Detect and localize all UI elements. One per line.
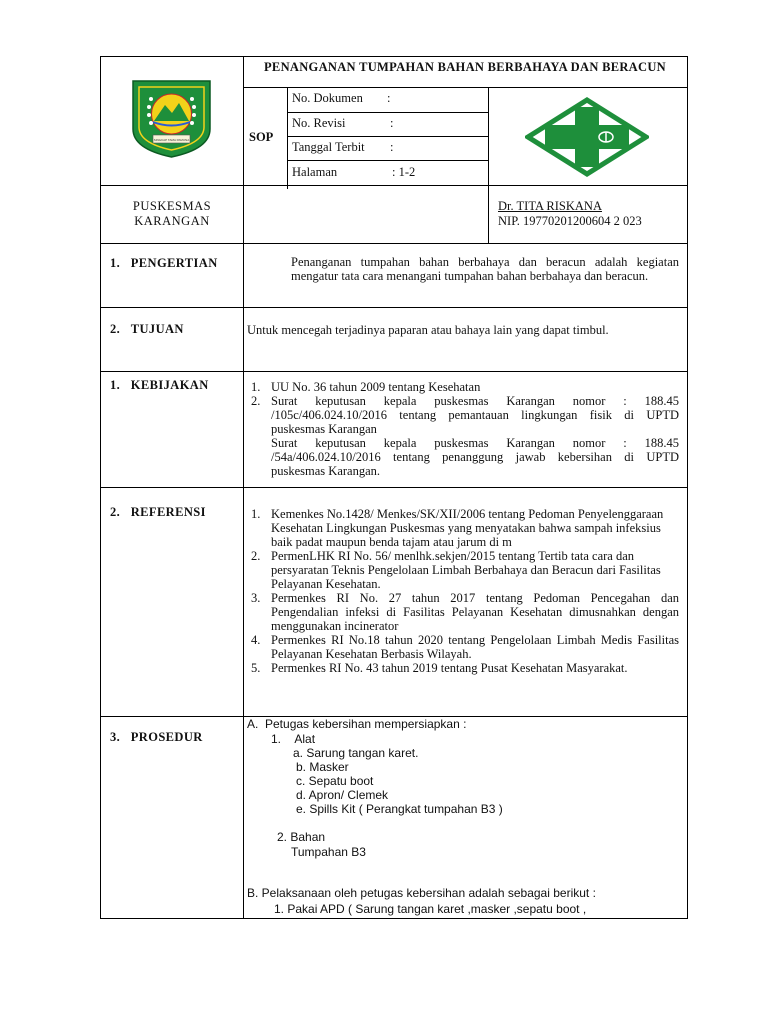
section-label-tujuan: 2. TUJUAN [110, 322, 184, 336]
list-item [247, 394, 679, 436]
header-divider [287, 112, 488, 113]
list-item-text: Permenkes RI No. 43 tahun 2019 tentang Pusat Kesehatan Masyarakat. [271, 661, 628, 675]
section-label-pengertian: 1. PENGERTIAN [110, 256, 218, 270]
list-item-text: PermenLHK RI No. 56/ menlhk.sekjen/2015 tentang Tertib tata cara dan persyaratan Teknis Pengelolaan Limbah Berbahaya dan Beracun dari Fasilitas Pelayanan Kesehatan. [271, 549, 661, 591]
signatory-nip: NIP. 19770201200604 2 023 [498, 214, 642, 228]
header-divider [243, 57, 244, 243]
section-divider [101, 307, 687, 308]
header-divider [488, 87, 489, 243]
signatory-name: Dr. TITA RISKANA [498, 199, 602, 213]
seal-motto: SINGKAP TAMA PAMUNA [153, 138, 190, 142]
field-halaman-label: Halaman [292, 165, 338, 179]
alat-item-c: c. Sepatu boot [296, 774, 374, 788]
header-divider [287, 87, 288, 189]
alat-item-d: d. Apron/ Clemek [296, 788, 389, 802]
list-item-number: 2. [251, 549, 261, 563]
sop-label: SOP [249, 130, 274, 144]
list-item-number: 5. [251, 661, 261, 675]
section-label-kebijakan: 1. KEBIJAKAN [110, 378, 209, 392]
field-tanggal-terbit-value: : [390, 140, 394, 154]
institution-location: KARANGAN [134, 214, 210, 228]
list-item-number: 1. [251, 507, 261, 521]
puskesmas-logo [525, 97, 649, 177]
regency-seal-logo [129, 77, 214, 159]
alat-item-b: b. Masker [296, 760, 349, 774]
list-item [247, 661, 679, 675]
field-no-dokumen-label: No. Dokumen [292, 91, 363, 105]
prosedur-alat-title: 1. Alat [271, 732, 316, 746]
table-bottom-border [101, 918, 687, 919]
institution-name: PUSKESMAS [132, 199, 212, 213]
list-item [247, 549, 679, 591]
section-text-tujuan: Untuk mencegah terjadinya paparan atau bahaya lain yang dapat timbul. [247, 323, 609, 337]
field-no-dokumen-value: : [387, 91, 391, 105]
field-no-revisi-label: No. Revisi [292, 116, 346, 130]
bahan-item: Tumpahan B3 [291, 845, 366, 859]
section-divider [101, 487, 687, 488]
list-item-text: Permenkes RI No. 27 tahun 2017 tentang Pedoman Pencegahan dan Pengendalian infeksi di Fasilitas Pelayanan Kesehatan dimusnahkan dengan menggunakan incinerator [271, 591, 679, 633]
prosedur-b-title: B. Pelaksanaan oleh petugas kebersihan adalah sebagai berikut : [247, 886, 596, 900]
sop-document [100, 56, 688, 919]
list-item [247, 633, 679, 661]
header-divider [101, 185, 687, 186]
prosedur-a-title: A. Petugas kebersihan mempersiapkan : [247, 717, 467, 731]
kebijakan-list [247, 380, 679, 478]
header-divider [101, 243, 687, 244]
alat-item-e: e. Spills Kit ( Perangkat tumpahan B3 ) [296, 802, 503, 816]
list-item [247, 380, 679, 394]
section-text-pengertian: Penanganan tumpahan bahan berbahaya dan beracun adalah kegiatan mengatur tata cara menangani tumpahan bahan berbahaya dan beracun. [291, 255, 679, 283]
prosedur-b-item-1: 1. Pakai APD ( Sarung tangan karet ,masker ,sepatu boot , [274, 902, 587, 916]
section-label-referensi: 2. REFERENSI [110, 505, 206, 519]
referensi-list [247, 507, 679, 675]
list-item-text: Kemenkes No.1428/ Menkes/SK/XII/2006 tentang Pedoman Penyelenggaraan Kesehatan Lingkungan Puskesmas yang menyatakan bahwa sampah infeksius baik padat maupun benda tajam atau jarum di m [271, 507, 664, 549]
field-no-revisi-value: : [390, 116, 394, 130]
list-item-number: 4. [251, 633, 261, 647]
list-item-number: 2. [251, 394, 261, 408]
section-label-prosedur: 3. PROSEDUR [110, 730, 203, 744]
list-item [247, 507, 679, 549]
list-item-number: 1. [251, 380, 261, 394]
prosedur-bahan-title: 2. Bahan [277, 830, 326, 844]
header-divider [243, 87, 687, 88]
list-item-text: Surat keputusan kepala puskesmas Karangan nomor : 188.45 /105c/406.024.10/2016 tentang pemantauan lingkungan fisik di UPTD puskesmas Karangan [271, 394, 679, 436]
alat-item-a: a. Sarung tangan karet. [293, 746, 419, 760]
list-item [247, 591, 679, 633]
field-halaman-value: : 1-2 [392, 165, 416, 179]
section-divider [243, 243, 244, 919]
document-title: PENANGANAN TUMPAHAN BAHAN BERBAHAYA DAN BERACUN [264, 60, 666, 74]
list-item-text: Permenkes RI No.18 tahun 2020 tentang Pengelolaan Limbah Medis Fasilitas Pelayanan Kesehatan Berbasis Wilayah. [271, 633, 679, 661]
list-item-text: UU No. 36 tahun 2009 tentang Kesehatan [271, 380, 481, 394]
header-divider [287, 136, 488, 137]
section-divider [101, 371, 687, 372]
list-item [247, 436, 679, 478]
header-divider [287, 160, 488, 161]
list-item-number: 3. [251, 591, 261, 605]
list-item-text: Surat keputusan kepala puskesmas Karangan nomor : 188.45 /54a/406.024.10/2016 tentang penanggung jawab kebersihan di UPTD puskesmas Karangan. [271, 436, 679, 478]
field-tanggal-terbit-label: Tanggal Terbit [292, 140, 365, 154]
